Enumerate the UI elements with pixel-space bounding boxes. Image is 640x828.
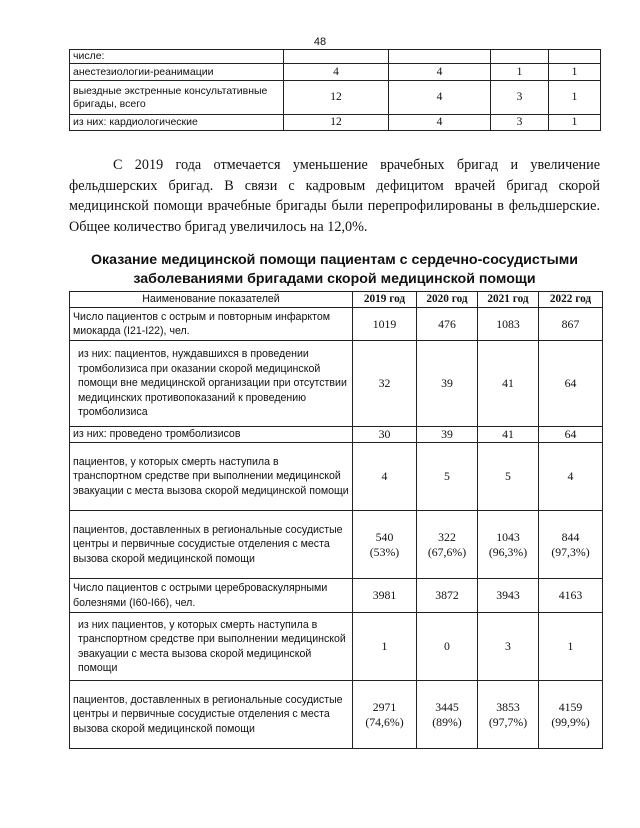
row-label: пациентов, доставленных в региональные сосудистые центры и первичные сосудистые отделения с места вызова скорой медицинской помощи <box>70 511 353 579</box>
count-value: 4159 <box>558 700 583 714</box>
cell-value <box>549 50 601 64</box>
table-row <box>70 681 603 749</box>
cell-value: 12 <box>284 81 389 115</box>
cell-value <box>417 681 478 749</box>
column-header: 2019 год <box>353 292 417 308</box>
row-label: из них: кардиологические <box>70 115 284 131</box>
count-value: 540 <box>375 530 394 544</box>
cell-value <box>353 511 417 579</box>
cell-value <box>539 511 603 579</box>
column-header: 2020 год <box>417 292 478 308</box>
percent-value: (97,7%) <box>488 714 528 729</box>
column-header: 2021 год <box>478 292 539 308</box>
percent-value: (89%) <box>432 714 462 729</box>
cell-value <box>478 511 539 579</box>
cell-value: 1 <box>353 613 417 681</box>
cell-value <box>389 50 491 64</box>
table-row <box>70 443 603 511</box>
cell-value: 4 <box>389 81 491 115</box>
body-paragraph: С 2019 года отмечается уменьшение врачебных бригад и увеличение фельдшерских бригад. В связи с кадровым дефицитом врачей бригад скорой медицинской помощи врачебные бригады были перепрофилированы в фельдшерские. Общее количество бригад увеличилось на 12,0%. <box>69 157 600 235</box>
page-number: 48 <box>313 36 327 48</box>
count-value: 322 <box>438 530 456 544</box>
cell-value: 12 <box>284 115 389 131</box>
cell-value: 64 <box>539 427 603 443</box>
cell-value <box>539 681 603 749</box>
cell-value <box>491 50 549 64</box>
row-label: из них: пациентов, нуждавшихся в проведении тромболизиса при оказании скорой медицинской помощи вне медицинской организации при отсутствии медицинских противопоказаний к проведению тромболизиса <box>70 341 353 427</box>
cell-value: 1 <box>549 115 601 131</box>
table-row <box>70 115 601 131</box>
cell-value: 39 <box>417 427 478 443</box>
cell-value: 1 <box>539 613 603 681</box>
row-label: Число пациентов с острыми цереброваскулярными болезнями (I60-I66), чел. <box>70 579 353 613</box>
cell-value: 4 <box>353 443 417 511</box>
cell-value: 1019 <box>353 308 417 341</box>
table-row <box>70 579 603 613</box>
row-label: пациентов, у которых смерть наступила в транспортном средстве при выполнении медицинской эвакуации с места вызова скорой медицинской помощи <box>70 443 353 511</box>
row-label: выездные экстренные консультативные бригады, всего <box>70 81 284 115</box>
cell-value: 1 <box>549 64 601 81</box>
cell-value: 1 <box>491 64 549 81</box>
percent-value: (53%) <box>369 544 400 559</box>
cell-value: 3 <box>478 613 539 681</box>
cell-value: 41 <box>478 341 539 427</box>
cell-value: 3872 <box>417 579 478 613</box>
count-value: 844 <box>561 530 580 544</box>
cell-value: 3943 <box>478 579 539 613</box>
cell-value: 3 <box>491 81 549 115</box>
row-label: пациентов, доставленных в региональные сосудистые центры и первичные сосудистые отделения с места вызова скорой медицинской помощи <box>70 681 353 749</box>
column-header: 2022 год <box>539 292 603 308</box>
cell-value: 32 <box>353 341 417 427</box>
cell-value: 4 <box>389 115 491 131</box>
brigades-table <box>69 49 601 131</box>
cell-value: 4 <box>389 64 491 81</box>
row-label: из них: проведено тромболизисов <box>70 427 353 443</box>
cell-value: 0 <box>417 613 478 681</box>
table-row <box>70 50 601 64</box>
cell-value: 867 <box>539 308 603 341</box>
percent-value: (67,6%) <box>427 544 467 559</box>
table-row <box>70 341 603 427</box>
cell-value: 1083 <box>478 308 539 341</box>
cell-value: 4 <box>539 443 603 511</box>
cell-value <box>478 681 539 749</box>
table-row <box>70 308 603 341</box>
cell-value: 1 <box>549 81 601 115</box>
count-value: 2971 <box>372 700 397 714</box>
percent-value: (99,9%) <box>551 714 590 729</box>
cell-value <box>284 50 389 64</box>
percent-value: (96,3%) <box>488 544 528 559</box>
row-label: числе: <box>70 50 284 64</box>
cell-value: 5 <box>478 443 539 511</box>
cell-value <box>353 681 417 749</box>
column-header: Наименование показателей <box>70 292 353 308</box>
cell-value: 64 <box>539 341 603 427</box>
cell-value: 3 <box>491 115 549 131</box>
cell-value: 4163 <box>539 579 603 613</box>
cell-value: 30 <box>353 427 417 443</box>
percent-value: (74,6%) <box>365 714 404 729</box>
row-label: анестезиологии-реанимации <box>70 64 284 81</box>
table-row <box>70 64 601 81</box>
table-row <box>70 427 603 443</box>
cell-value: 41 <box>478 427 539 443</box>
cell-value: 39 <box>417 341 478 427</box>
table-title: Оказание медицинской помощи пациентам с сердечно-сосудистыми заболеваниями бригадами скорой медицинской помощи <box>91 252 578 287</box>
row-label: Число пациентов с острым и повторным инфарктом миокарда (I21-I22), чел. <box>70 308 353 341</box>
cell-value: 4 <box>284 64 389 81</box>
cell-value: 5 <box>417 443 478 511</box>
table-row <box>70 511 603 579</box>
count-value: 1043 <box>496 530 520 544</box>
table-row <box>70 81 601 115</box>
cardio-care-table <box>69 291 603 749</box>
cell-value <box>417 511 478 579</box>
count-value: 3853 <box>496 700 520 714</box>
table-header-row <box>70 292 603 308</box>
percent-value: (97,3%) <box>551 544 590 559</box>
count-value: 3445 <box>435 700 459 714</box>
row-label: из них пациентов, у которых смерть наступила в транспортном средстве при выполнении медицинской эвакуации с места вызова скорой медицинской помощи <box>70 613 353 681</box>
table-row <box>70 613 603 681</box>
cell-value: 3981 <box>353 579 417 613</box>
cell-value: 476 <box>417 308 478 341</box>
